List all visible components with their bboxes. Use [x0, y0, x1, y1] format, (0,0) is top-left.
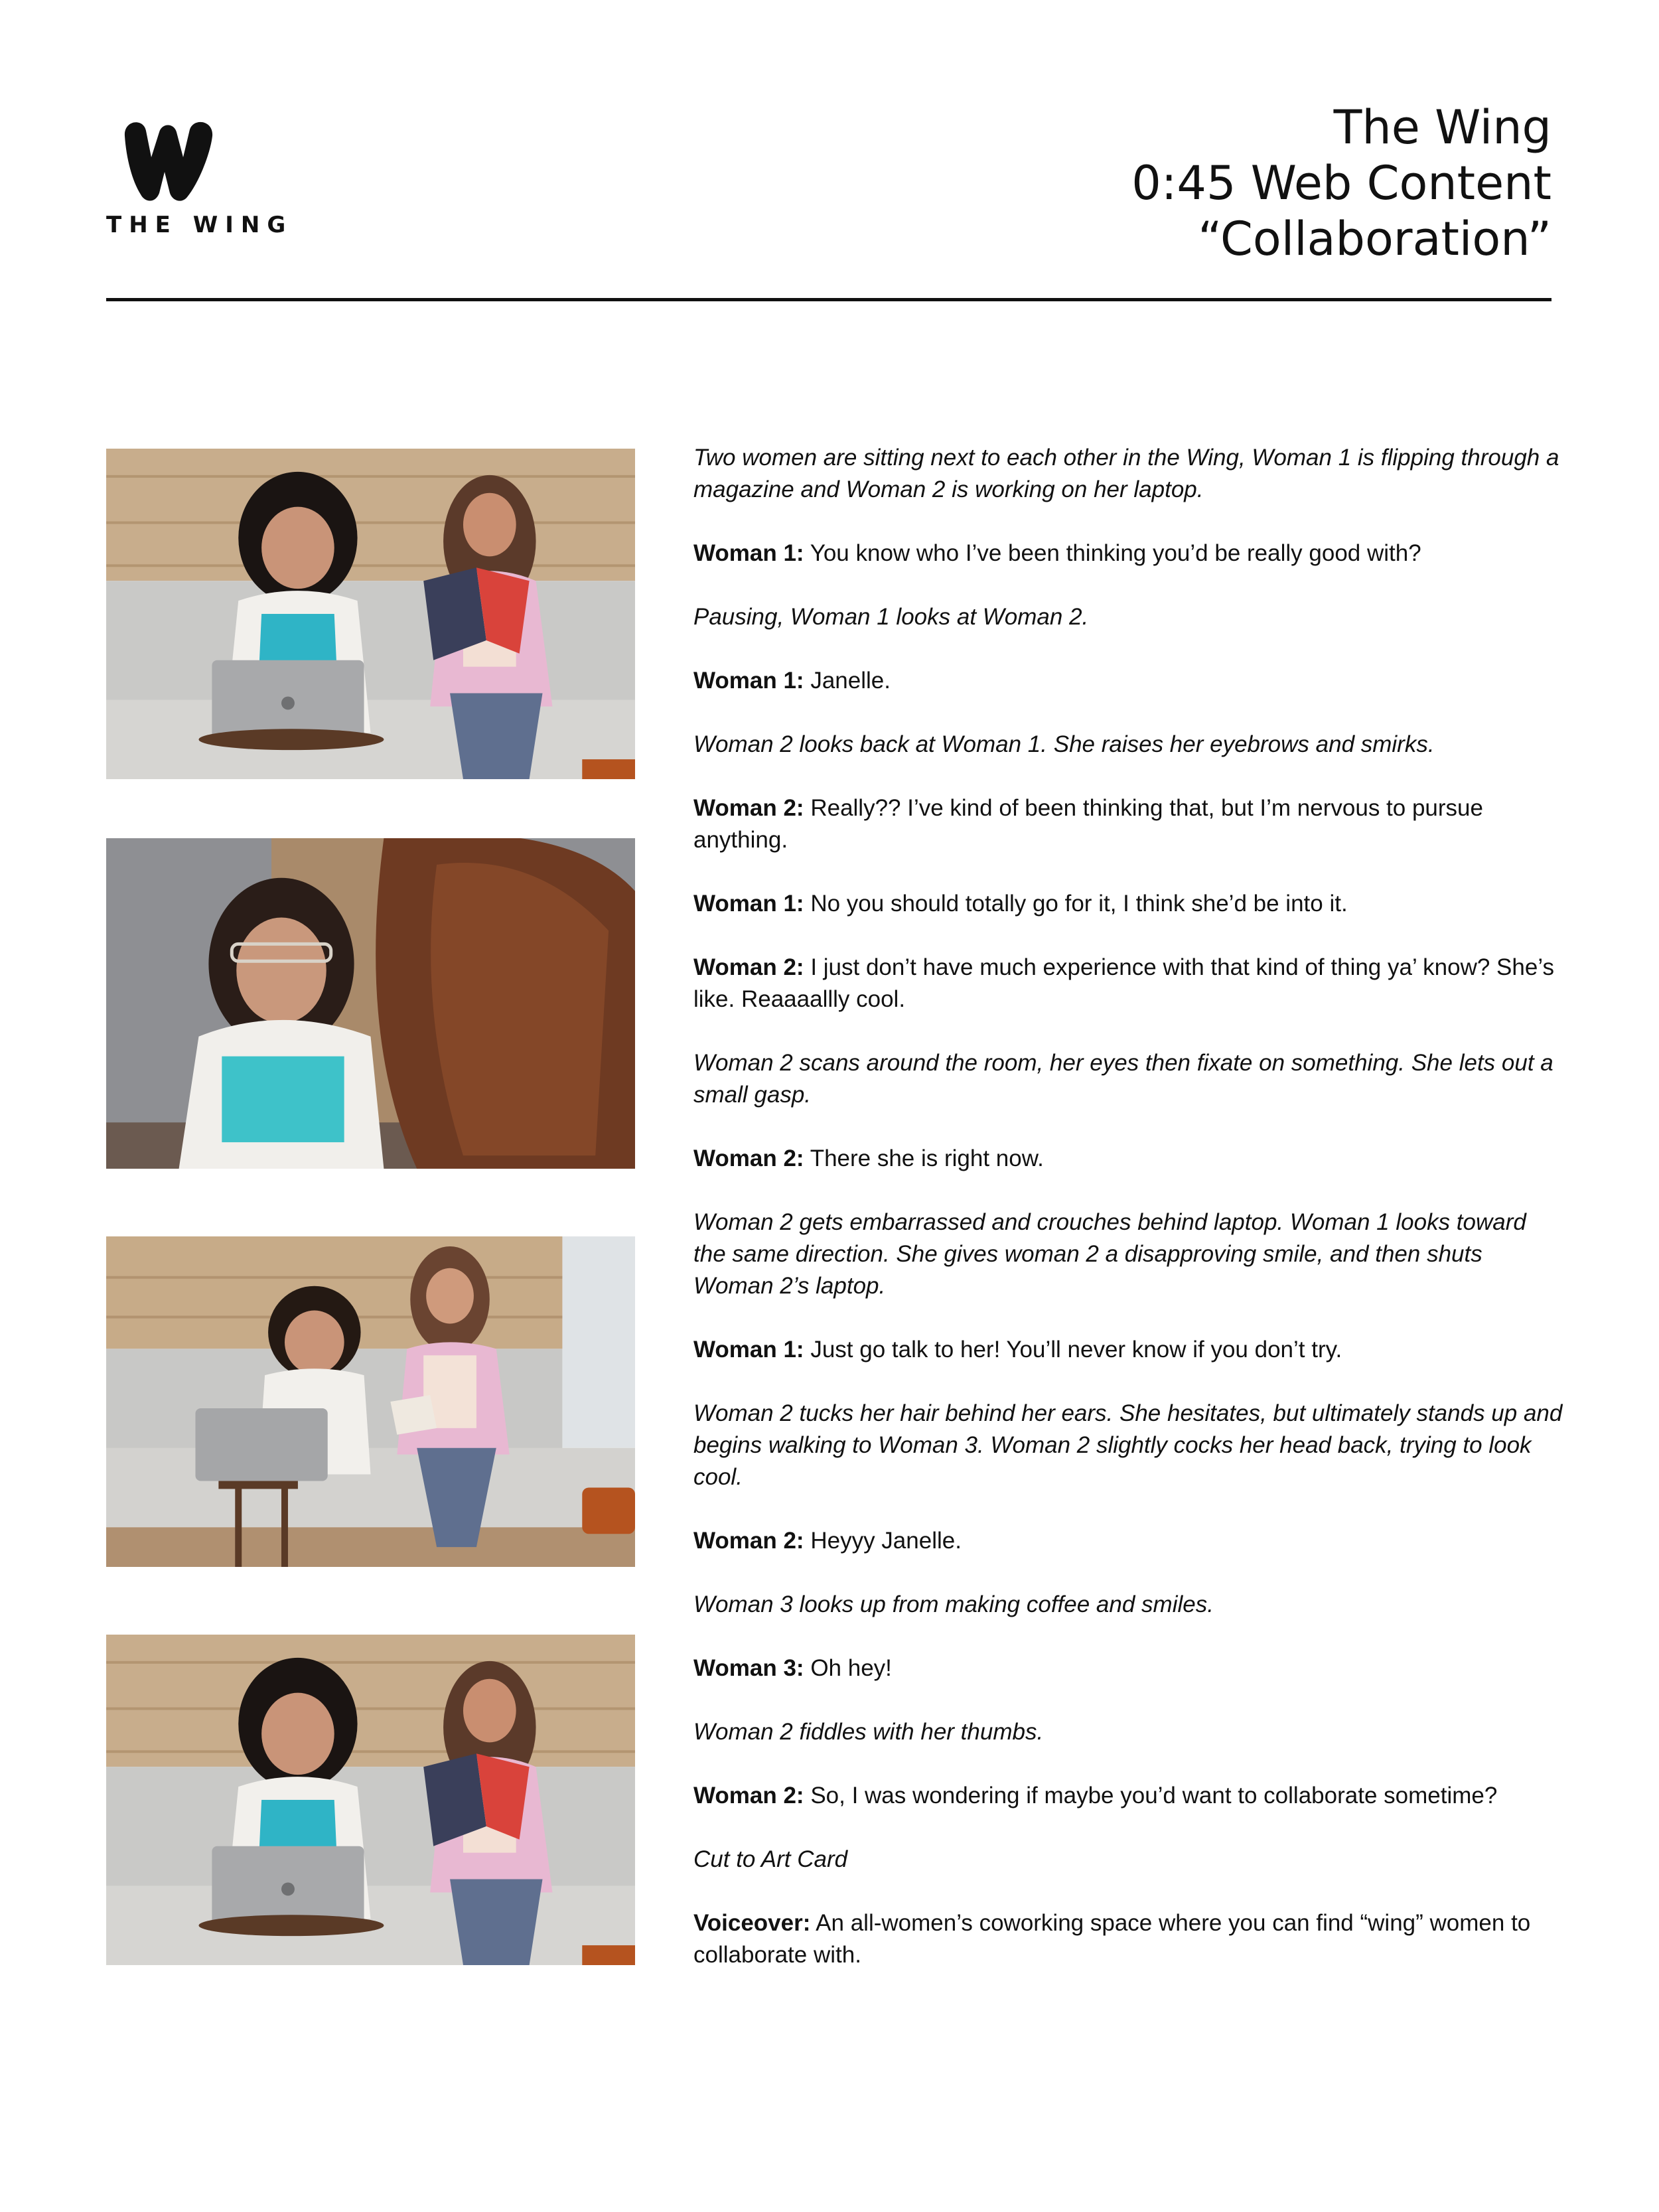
brand-logo — [106, 116, 293, 238]
speaker-name: Woman 1: — [693, 668, 804, 694]
dialogue-line — [693, 538, 1563, 569]
dialogue-line — [693, 665, 1563, 697]
speaker-name: Woman 3: — [693, 1655, 804, 1681]
title-line-1: The Wing — [1333, 100, 1551, 155]
dialogue-line — [693, 1653, 1563, 1684]
still-photo-1 — [106, 449, 635, 779]
dialogue-text: Really?? I’ve kind of been thinking that, but I’m nervous to pursue anything. — [693, 795, 1483, 853]
speaker-name: Woman 1: — [693, 540, 804, 566]
title-line-3: “Collaboration” — [1198, 212, 1551, 266]
dialogue-line — [693, 1780, 1563, 1812]
speaker-name: Woman 2: — [693, 954, 804, 980]
stage-direction: Pausing, Woman 1 looks at Woman 2. — [693, 604, 1089, 630]
stage-direction: Woman 2 gets embarrassed and crouches behind laptop. Woman 1 looks toward the same direction. She gives woman 2 a disapproving smile, and then shuts Woman 2’s laptop. — [693, 1209, 1526, 1299]
speaker-name: Woman 1: — [693, 1337, 804, 1363]
stage-direction: Woman 2 looks back at Woman 1. She raises her eyebrows and smirks. — [693, 731, 1435, 757]
dialogue-text: No you should totally go for it, I think she’d be into it. — [810, 891, 1348, 917]
speaker-name: Woman 2: — [693, 1145, 804, 1171]
dialogue-text: An all-women’s coworking space where you can find “wing” women to collaborate with. — [693, 1910, 1531, 1968]
dialogue-line — [693, 888, 1563, 920]
stage-direction: Woman 2 fiddles with her thumbs. — [693, 1719, 1044, 1745]
dialogue-line — [693, 952, 1563, 1015]
stage-direction: Woman 2 scans around the room, her eyes then fixate on something. She lets out a small gasp. — [693, 1050, 1553, 1108]
dialogue-text: I just don’t have much experience with that kind of thing ya’ know? She’s like. Reaaaallly cool. — [693, 954, 1554, 1012]
speaker-name: Woman 2: — [693, 1783, 804, 1808]
dialogue-line — [693, 1143, 1563, 1175]
logo-wordmark: THE WING — [106, 212, 293, 238]
stage-direction: Woman 3 looks up from making coffee and smiles. — [693, 1591, 1214, 1617]
speaker-name: Woman 2: — [693, 795, 804, 821]
dialogue-text: Janelle. — [810, 668, 891, 694]
document-title — [1131, 100, 1551, 267]
dialogue-line — [693, 1907, 1563, 1971]
header-divider — [106, 298, 1551, 301]
dialogue-line — [693, 1334, 1563, 1366]
stage-direction: Two women are sitting next to each other in the Wing, Woman 1 is flipping through a magazine and Woman 2 is working on her laptop. — [693, 445, 1559, 502]
script-body — [693, 442, 1563, 2003]
speaker-name: Woman 1: — [693, 891, 804, 917]
still-photo-2 — [106, 838, 635, 1169]
dialogue-text: Heyyy Janelle. — [810, 1528, 962, 1554]
title-line-2: 0:45 Web Content — [1131, 156, 1551, 210]
speaker-name: Voiceover: — [693, 1910, 811, 1936]
dialogue-text: Just go talk to her! You’ll never know if you don’t try. — [810, 1337, 1342, 1363]
dialogue-text: You know who I’ve been thinking you’d be really good with? — [810, 540, 1421, 566]
dialogue-text: Oh hey! — [810, 1655, 892, 1681]
stage-direction: Cut to Art Card — [693, 1846, 848, 1872]
still-photo-4 — [106, 1635, 635, 1965]
w-logo-mark — [121, 116, 218, 201]
stage-direction: Woman 2 tucks her hair behind her ears. She hesitates, but ultimately stands up and begins walking to Woman 3. Woman 2 slightly cocks her head back, trying to look cool. — [693, 1400, 1563, 1490]
dialogue-line — [693, 792, 1563, 856]
dialogue-text: So, I was wondering if maybe you’d want to collaborate sometime? — [810, 1783, 1498, 1808]
dialogue-text: There she is right now. — [810, 1145, 1044, 1171]
still-photo-3 — [106, 1236, 635, 1567]
dialogue-line — [693, 1525, 1563, 1557]
speaker-name: Woman 2: — [693, 1528, 804, 1554]
